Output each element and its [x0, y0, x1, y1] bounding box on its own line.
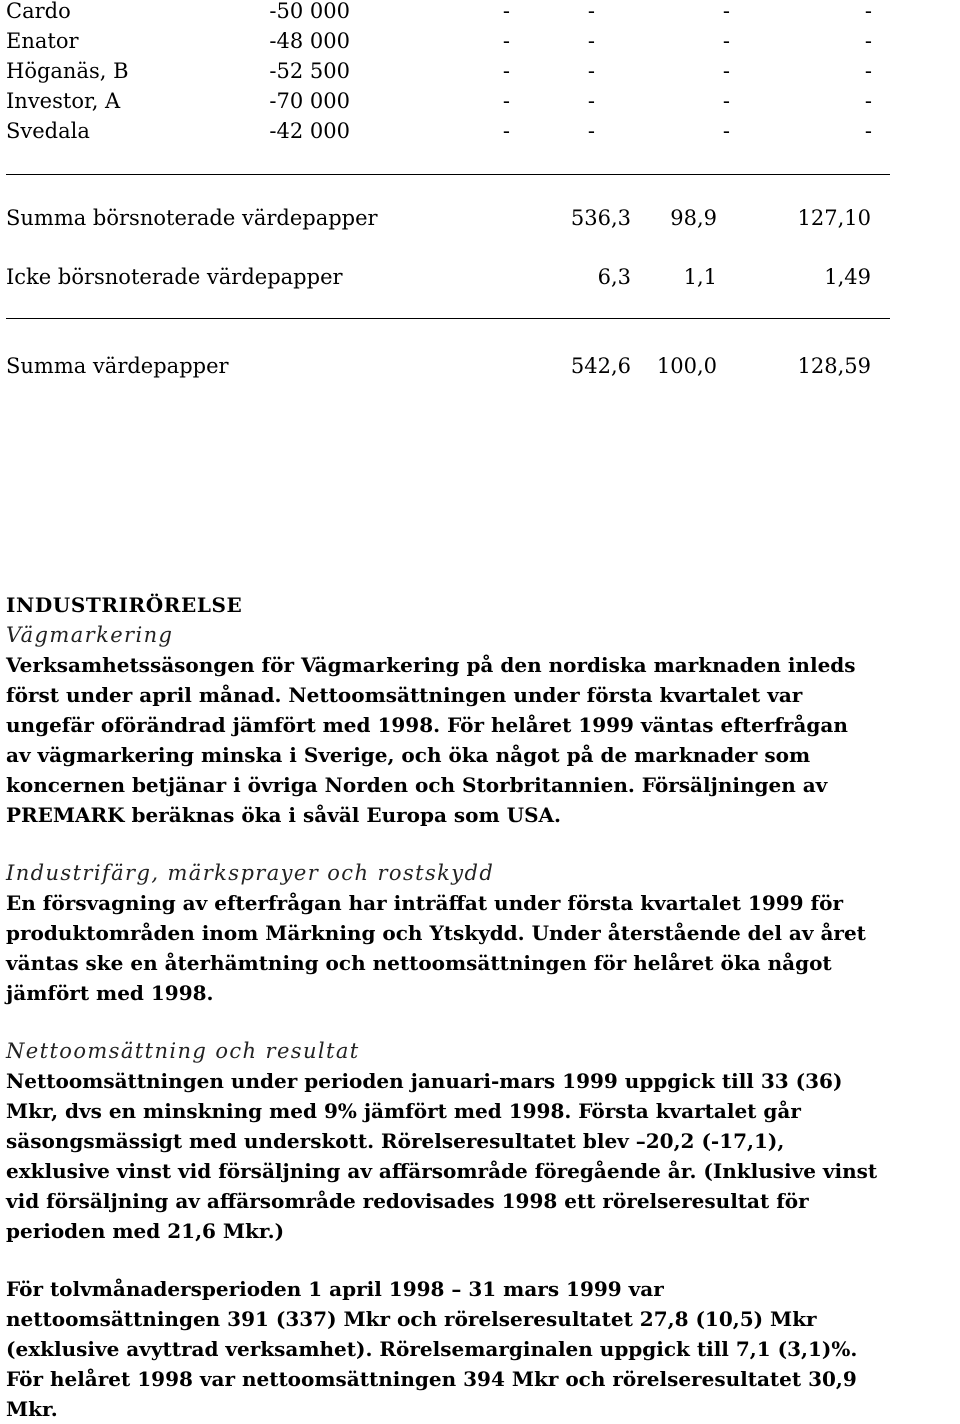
summary-value: 6,3: [597, 265, 631, 289]
subsection-title: Industrifärg, märksprayer och rostskydd: [6, 861, 495, 885]
summary-label: Summa börsnoterade värdepapper: [6, 206, 378, 230]
paragraph-line: nettoomsättningen 391 (337) Mkr och rörelseresultatet 27,8 (10,5) Mkr: [6, 1307, 817, 1331]
paragraph-line: av vägmarkering minska i Sverige, och öka något på de marknader som: [6, 743, 811, 767]
paragraph: [6, 888, 956, 1008]
holding-name: Cardo: [6, 0, 71, 23]
summary-row: [0, 262, 960, 292]
holding-row: [0, 86, 960, 116]
holding-value: -42 000: [269, 119, 350, 143]
paragraph-line: Nettoomsättningen under perioden januari-mars 1999 uppgick till 33 (36): [6, 1069, 843, 1093]
holding-dash: -: [864, 0, 872, 23]
holding-value: -50 000: [269, 0, 350, 23]
table-rule: [6, 174, 890, 175]
paragraph-line: först under april månad. Nettoomsättningen under första kvartalet var: [6, 683, 803, 707]
holding-value: -52 500: [269, 59, 350, 83]
summary-row: [0, 351, 960, 381]
paragraph-line: (exklusive avyttrad verksamhet). Rörelsemarginalen uppgick till 7,1 (3,1)%.: [6, 1337, 858, 1361]
holding-name: Höganäs, B: [6, 59, 129, 83]
holding-name: Investor, A: [6, 89, 121, 113]
holding-dash: -: [722, 29, 730, 53]
summary-value: 542,6: [570, 354, 631, 378]
paragraph-line: En försvagning av efterfrågan har inträffat under första kvartalet 1999 för: [6, 891, 844, 915]
holding-row: [0, 26, 960, 56]
holding-name: Svedala: [6, 119, 90, 143]
summary-value: 536,3: [570, 206, 631, 230]
holding-value: -70 000: [269, 89, 350, 113]
subsection-title: Vägmarkering: [6, 623, 174, 647]
paragraph-line: produktområden inom Märkning och Ytskydd. Under återstående del av året: [6, 921, 866, 945]
paragraph-line: exklusive vinst vid försäljning av affärsområde föregående år. (Inklusive vinst: [6, 1159, 878, 1183]
holding-dash: -: [587, 89, 595, 113]
summary-label: Icke börsnoterade värdepapper: [6, 265, 343, 289]
paragraph-line: jämfört med 1998.: [6, 981, 214, 1005]
paragraph-line: ungefär oförändrad jämfört med 1998. För helåret 1999 väntas efterfrågan: [6, 713, 848, 737]
holding-dash: -: [722, 59, 730, 83]
summary-value: 98,9: [670, 206, 717, 230]
holding-dash: -: [722, 119, 730, 143]
holding-row: [0, 0, 960, 26]
summary-row: [0, 203, 960, 233]
closing-paragraph: [6, 1274, 956, 1424]
section-heading: INDUSTRIRÖRELSE: [6, 593, 243, 617]
holding-value: -48 000: [269, 29, 350, 53]
holding-dash: -: [587, 59, 595, 83]
holding-dash: -: [502, 89, 510, 113]
paragraph-line: Verksamhetssäsongen för Vägmarkering på den nordiska marknaden inleds: [6, 653, 856, 677]
holding-dash: -: [587, 0, 595, 23]
holding-dash: -: [722, 89, 730, 113]
paragraph-line: säsongsmässigt med underskott. Rörelseresultatet blev –20,2 (-17,1),: [6, 1129, 785, 1153]
holding-dash: -: [864, 59, 872, 83]
paragraph-line: vid försäljning av affärsområde redovisades 1998 ett rörelseresultat för: [6, 1189, 809, 1213]
subsection-title: Nettoomsättning och resultat: [6, 1039, 360, 1063]
summary-value: 1,49: [824, 265, 871, 289]
summary-value: 128,59: [797, 354, 871, 378]
holding-row: [0, 56, 960, 86]
paragraph-line: Mkr, dvs en minskning med 9% jämfört med 1998. Första kvartalet går: [6, 1099, 801, 1123]
paragraph-line: För tolvmånadersperioden 1 april 1998 – 31 mars 1999 var: [6, 1277, 664, 1301]
summary-value: 100,0: [656, 354, 717, 378]
holding-dash: -: [864, 119, 872, 143]
summary-value: 127,10: [797, 206, 871, 230]
paragraph-line: För helåret 1998 var nettoomsättningen 394 Mkr och rörelseresultatet 30,9: [6, 1367, 857, 1391]
summary-value: 1,1: [683, 265, 717, 289]
summary-label: Summa värdepapper: [6, 354, 229, 378]
paragraph-line: PREMARK beräknas öka i såväl Europa som USA.: [6, 803, 562, 827]
holding-dash: -: [502, 119, 510, 143]
paragraph-line: väntas ske en återhämtning och nettoomsättningen för helåret öka något: [6, 951, 832, 975]
holding-dash: -: [502, 59, 510, 83]
paragraph: [6, 1066, 956, 1246]
holding-row: [0, 116, 960, 146]
holding-dash: -: [864, 29, 872, 53]
holding-dash: -: [502, 0, 510, 23]
holding-dash: -: [587, 29, 595, 53]
paragraph-line: koncernen betjänar i övriga Norden och Storbritannien. Försäljningen av: [6, 773, 828, 797]
table-rule: [6, 318, 890, 319]
holding-dash: -: [502, 29, 510, 53]
holding-dash: -: [722, 0, 730, 23]
paragraph-line: perioden med 21,6 Mkr.): [6, 1219, 285, 1243]
holding-dash: -: [587, 119, 595, 143]
paragraph: [6, 650, 956, 830]
paragraph-line: Mkr.: [6, 1397, 58, 1421]
holding-name: Enator: [6, 29, 79, 53]
holding-dash: -: [864, 89, 872, 113]
